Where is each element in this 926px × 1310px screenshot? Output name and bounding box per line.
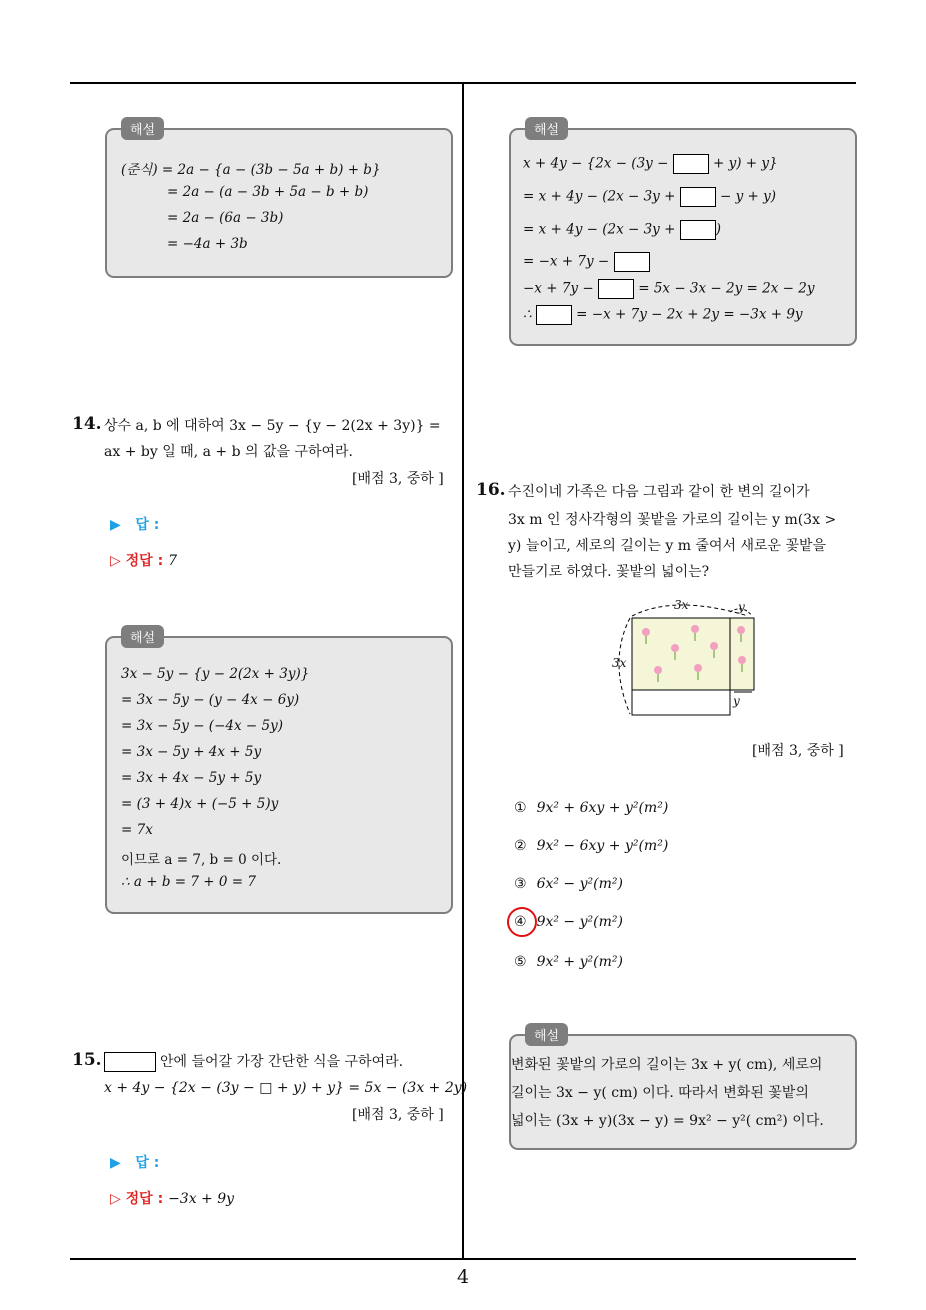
question-text-16-line4: 만들기로 하였다. 꽃밭의 넓이는?: [508, 564, 710, 580]
solution-line: 변화된 꽃밭의 가로의 길이는 3x + y( cm), 세로의: [511, 1057, 823, 1073]
solution-line: x + 4y − {2x − (3y − + y) + y}: [523, 154, 778, 174]
figure-label-left: 3x: [612, 656, 627, 670]
question-text-15-line2: x + 4y − {2x − (3y − □ + y) + y} = 5x − (3x + 2y): [104, 1080, 468, 1096]
correct-value: −3x + 9y: [168, 1191, 235, 1207]
solution-line: (준식) = 2a − {a − (3b − 5a + b) + b}: [121, 162, 381, 178]
solution-line: = x + 4y − (2x − 3y + − y + y): [523, 187, 776, 207]
question-text-14-line1: 상수 a, b 에 대하여 3x − 5y − {y − 2(2x + 3y)} =: [104, 418, 441, 434]
choice-2[interactable]: ② 9x² − 6xy + y²(m²): [514, 838, 669, 854]
solution-box-14: [105, 631, 453, 914]
score-16: [배점 3, 중하 ]: [752, 743, 844, 759]
solution-line: 넓이는 (3x + y)(3x − y) = 9x² − y²( cm²) 이다.: [511, 1113, 824, 1129]
play-icon: ▶: [110, 1155, 121, 1171]
answer-row-14: [110, 514, 159, 534]
solution-line: 이므로 a = 7, b = 0 이다.: [121, 852, 282, 868]
solution-line: ∴ a + b = 7 + 0 = 7: [121, 874, 256, 890]
solution-tag: 해설: [525, 1023, 568, 1046]
correct-row-15: [110, 1188, 234, 1208]
choice-3[interactable]: ③ 6x² − y²(m²): [514, 876, 623, 892]
question-number-15: 15.: [72, 1050, 102, 1070]
selected-answer-circle: [507, 907, 537, 937]
question-number-14: 14.: [72, 414, 102, 434]
blank-box: [680, 220, 716, 240]
triangle-outline-icon: ▷: [110, 1191, 121, 1207]
solution-line: ∴ = −x + 7y − 2x + 2y = −3x + 9y: [523, 305, 803, 325]
question-text-14-line2: ax + by 일 때, a + b 의 값을 구하여라.: [104, 444, 354, 460]
choice-1[interactable]: ① 9x² + 6xy + y²(m²): [514, 800, 669, 816]
solution-tag: 해설: [121, 117, 164, 140]
solution-line: = 3x + 4x − 5y + 5y: [121, 770, 262, 786]
solution-box-16: [509, 1029, 857, 1150]
solution-line: = x + 4y − (2x − 3y + ): [523, 220, 721, 240]
score-15: [배점 3, 중하 ]: [352, 1107, 444, 1123]
solution-line: = 2a − (6a − 3b): [167, 210, 284, 226]
correct-row-14: [110, 550, 177, 570]
solution-tag: 해설: [525, 117, 568, 140]
play-icon: ▶: [110, 517, 121, 533]
blank-box: [598, 279, 634, 299]
question-number-16: 16.: [476, 480, 506, 500]
blank-box: [536, 305, 572, 325]
choice-5[interactable]: ⑤ 9x² + y²(m²): [514, 954, 623, 970]
solution-line: = 2a − (a − 3b + 5a − b + b): [167, 184, 369, 200]
solution-box-15: [509, 123, 857, 346]
answer-label: 답 :: [135, 517, 160, 533]
choice-4[interactable]: ④ 9x² − y²(m²): [514, 914, 623, 930]
solution-line: 3x − 5y − {y − 2(2x + 3y)}: [121, 666, 310, 682]
figure-label-top-right: y: [738, 600, 745, 614]
blank-box: [104, 1052, 156, 1072]
solution-line: = (3 + 4)x + (−5 + 5)y: [121, 796, 279, 812]
question-text-16-line1: 수진이네 가족은 다음 그림과 같이 한 변의 길이가: [508, 484, 810, 500]
blank-box: [673, 154, 709, 174]
correct-value: 7: [168, 553, 177, 569]
answer-label: 답 :: [135, 1155, 160, 1171]
question-text-16-line3: y) 늘이고, 세로의 길이는 y m 줄여서 새로운 꽃밭을: [508, 538, 827, 554]
solution-line: = 3x − 5y − (−4x − 5y): [121, 718, 283, 734]
figure-label-top: 3x: [674, 598, 689, 612]
solution-line: = −4a + 3b: [167, 236, 248, 252]
solution-line: = 3x − 5y − (y − 4x − 6y): [121, 692, 300, 708]
page-number: 4: [456, 1266, 470, 1288]
solution-line: = −x + 7y −: [523, 252, 650, 272]
correct-label: 정답 :: [125, 1191, 164, 1207]
solution-box-13: [105, 123, 453, 278]
solution-line: = 7x: [121, 822, 153, 838]
solution-line: −x + 7y − = 5x − 3x − 2y = 2x − 2y: [523, 279, 814, 299]
blank-box: [614, 252, 650, 272]
question-text-16-line2: 3x m 인 정사각형의 꽃밭을 가로의 길이는 y m(3x >: [508, 512, 837, 528]
question-text-15-line1: 안에 들어갈 가장 간단한 식을 구하여라.: [160, 1054, 404, 1070]
bottom-rule: [70, 1258, 856, 1260]
triangle-outline-icon: ▷: [110, 553, 121, 569]
blank-box: [680, 187, 716, 207]
figure-label-bottom-right: y: [733, 694, 740, 708]
solution-tag: 해설: [121, 625, 164, 648]
answer-row-15: [110, 1152, 159, 1172]
solution-line: = 3x − 5y + 4x + 5y: [121, 744, 262, 760]
solution-line: 길이는 3x − y( cm) 이다. 따라서 변화된 꽃밭의: [511, 1085, 809, 1101]
correct-label: 정답 :: [125, 553, 164, 569]
score-14: [배점 3, 중하 ]: [352, 471, 444, 487]
